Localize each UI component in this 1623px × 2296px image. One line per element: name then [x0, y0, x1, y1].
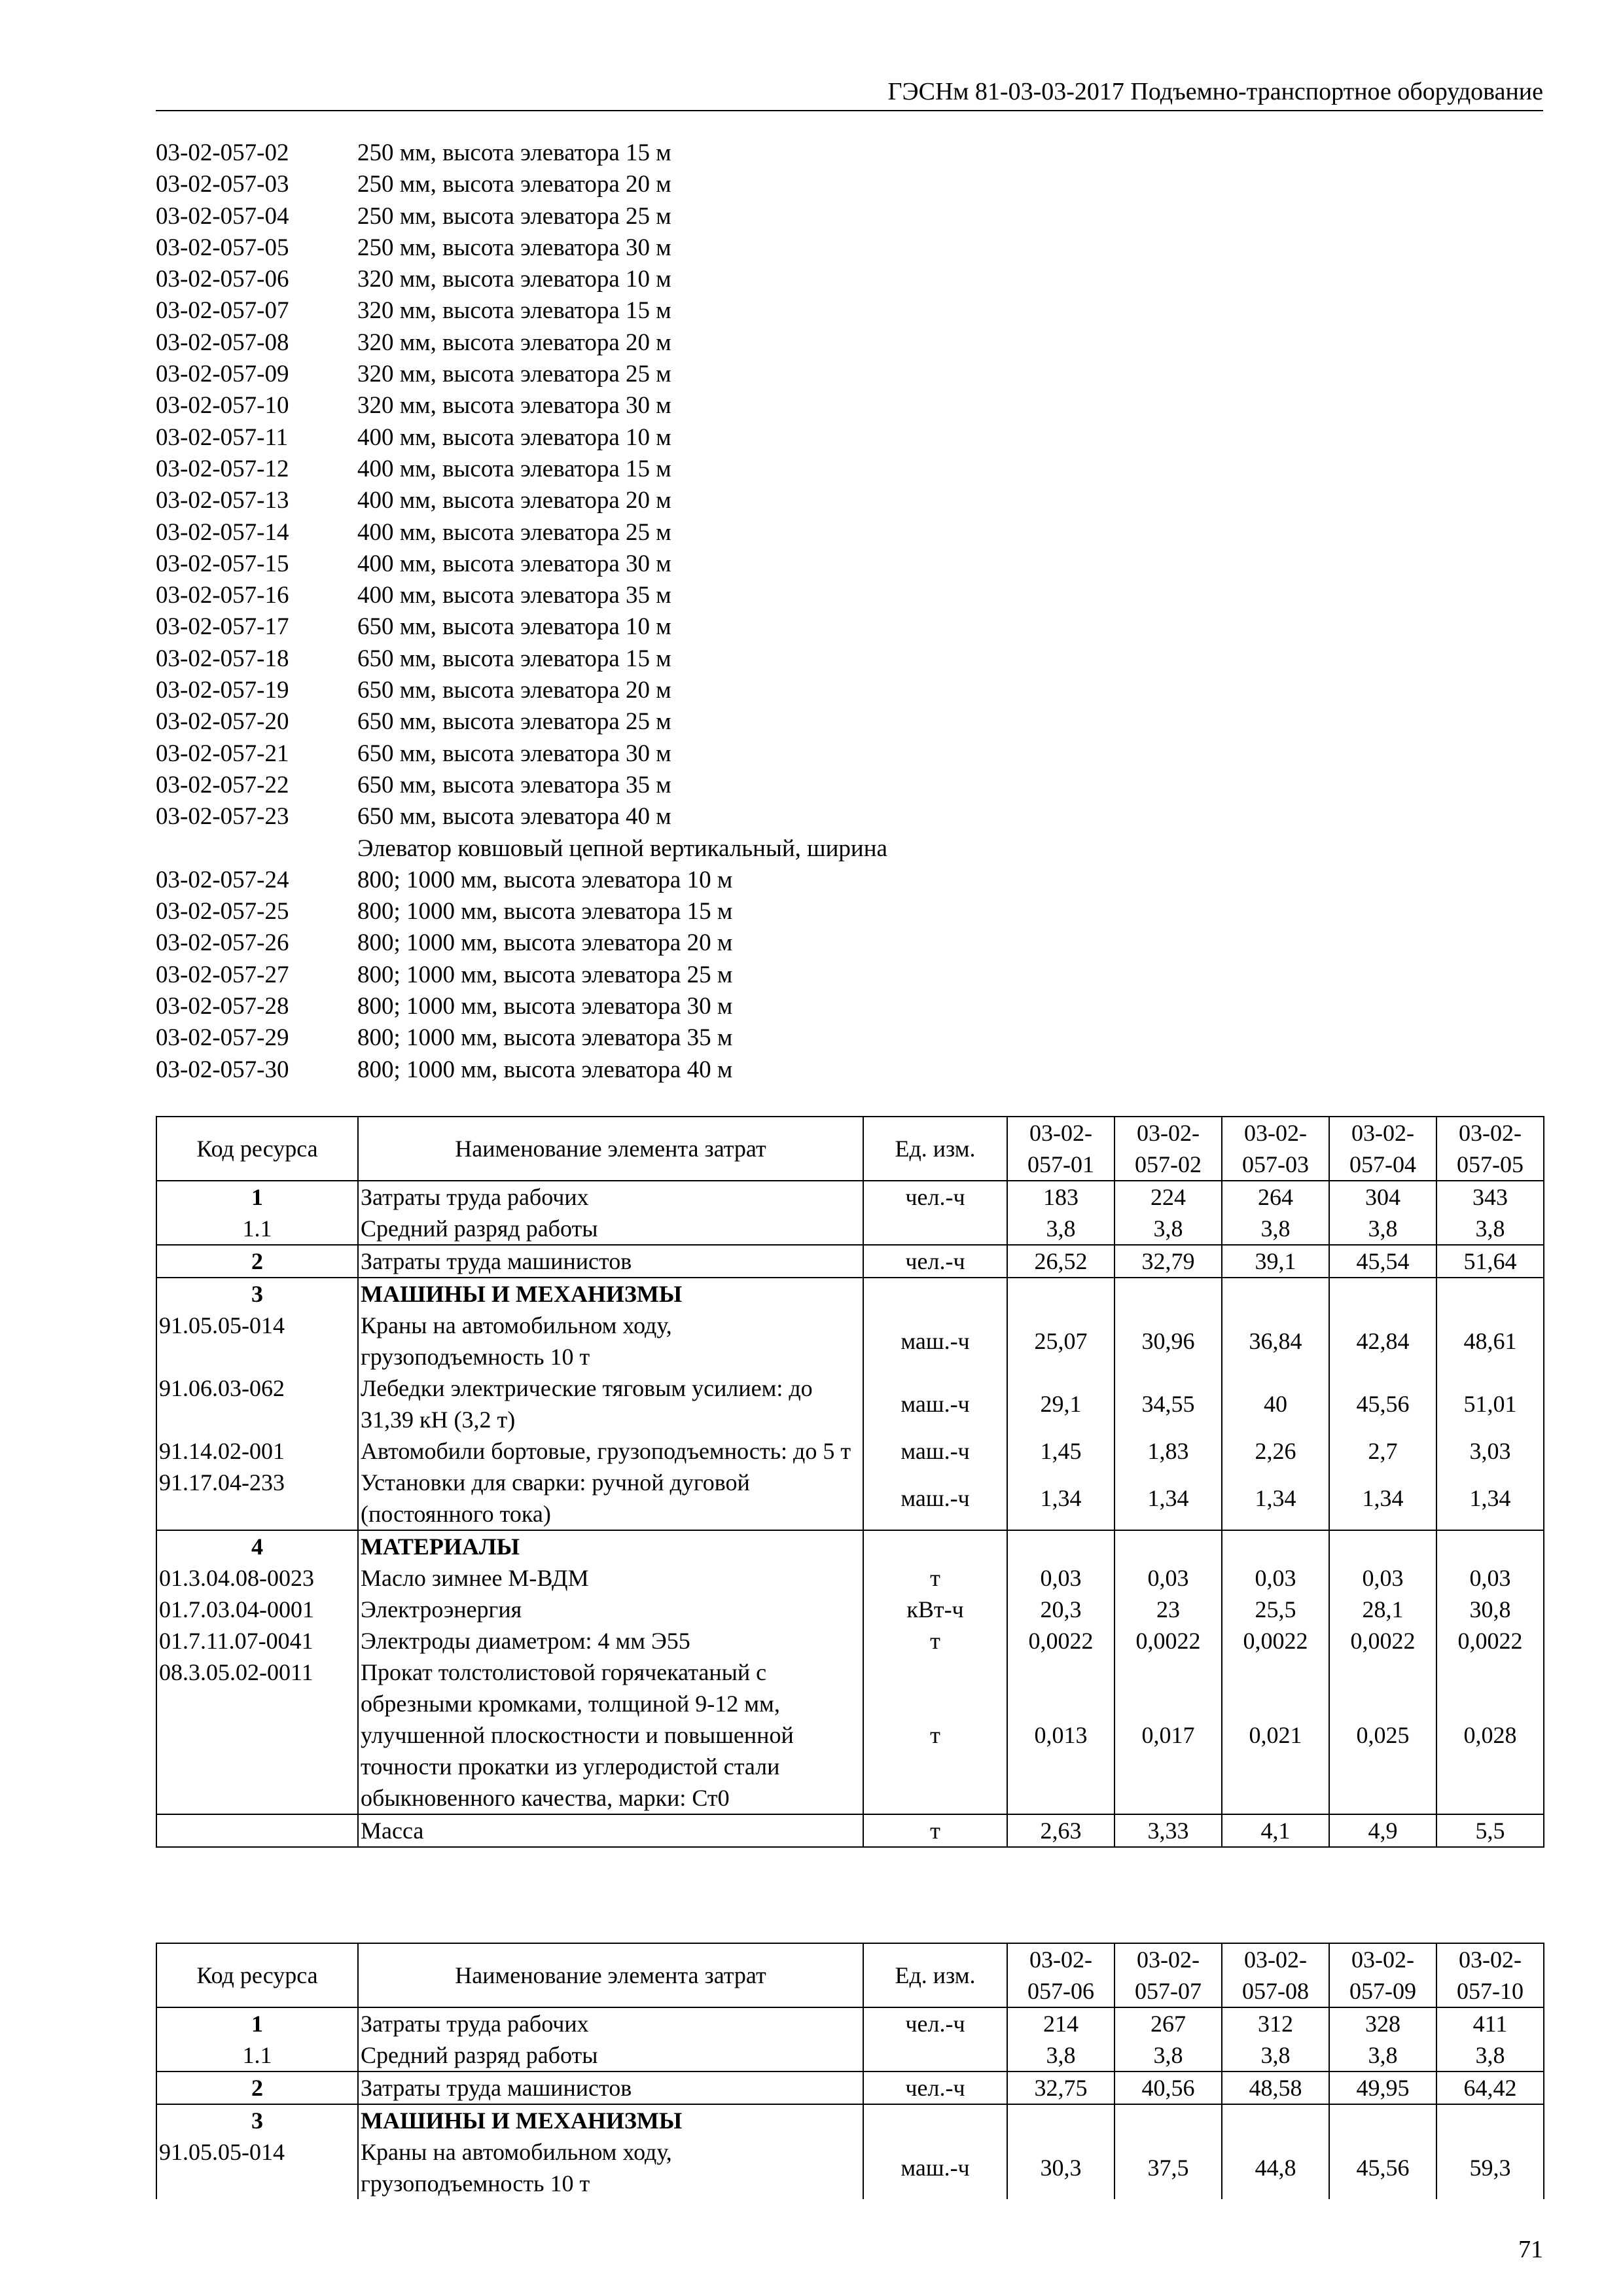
resource-name: Прокат толстолистовой горячекатаный с обрезными кромками, толщиной 9-12 мм, улучшенной плоскостности и повышенной точности прокатки из углеродистой стали обыкновенного качества, марки: Ст0 [358, 1657, 863, 1814]
resource-code [156, 1814, 358, 1847]
resource-value: 29,1 [1007, 1372, 1115, 1435]
item-description: 650 мм, высота элеватора 35 м [357, 771, 671, 798]
resource-unit: маш.-ч [863, 1435, 1007, 1467]
resource-value: 0,021 [1222, 1657, 1329, 1814]
resource-value: 0,028 [1436, 1657, 1544, 1814]
table-row [156, 1530, 1544, 1562]
resource-value: 304 [1329, 1181, 1436, 1213]
resource-value: 48,58 [1222, 2072, 1329, 2104]
resource-code: 01.7.11.07-0041 [156, 1625, 358, 1657]
resource-name: Затраты труда машинистов [358, 1245, 863, 1278]
resource-code: 91.05.05-014 [156, 1310, 358, 1372]
item-code: 03-02-057-19 [156, 677, 289, 704]
item-description: 650 мм, высота элеватора 40 м [357, 803, 671, 831]
item-code: 03-02-057-16 [156, 582, 289, 609]
item-code: 03-02-057-25 [156, 898, 289, 925]
code-list-item [156, 201, 887, 232]
code-list-item [156, 865, 887, 896]
resource-value: 264 [1222, 1181, 1329, 1213]
item-code: 03-02-057-11 [156, 423, 289, 451]
resource-value [1222, 1278, 1329, 1310]
resource-value: 45,56 [1329, 1372, 1436, 1435]
item-description: 800; 1000 мм, высота элеватора 35 м [357, 1024, 733, 1052]
resource-value: 64,42 [1436, 2072, 1544, 2104]
item-code: 03-02-057-03 [156, 171, 289, 198]
resource-code: 01.3.04.08-0023 [156, 1562, 358, 1594]
resource-value: 2,7 [1329, 1435, 1436, 1467]
code-list-item [156, 738, 887, 770]
resource-value [1115, 2104, 1222, 2136]
resource-value: 0,025 [1329, 1657, 1436, 1814]
resource-value: 224 [1115, 1181, 1222, 1213]
resource-unit: маш.-ч [863, 1467, 1007, 1530]
resource-value: 3,8 [1115, 1213, 1222, 1245]
resource-code: 1.1 [156, 1213, 358, 1245]
header-rate-code: 03-02- 057-07 [1115, 1943, 1222, 2007]
resource-value: 1,83 [1115, 1435, 1222, 1467]
code-list-item [156, 960, 887, 991]
table-row [156, 1372, 1544, 1435]
item-description: 800; 1000 мм, высота элеватора 20 м [357, 929, 733, 957]
item-description: 650 мм, высота элеватора 25 м [357, 708, 671, 736]
item-description: 800; 1000 мм, высота элеватора 40 м [357, 1056, 733, 1083]
resource-name: Масло зимнее М-ВДМ [358, 1562, 863, 1594]
resource-value: 0,03 [1007, 1562, 1115, 1594]
header-unit: Ед. изм. [863, 1117, 1007, 1181]
resource-value: 59,3 [1436, 2136, 1544, 2199]
resource-name: Автомобили бортовые, грузоподъемность: до 5 т [358, 1435, 863, 1467]
table-row [156, 1213, 1544, 1245]
header-name: Наименование элемента затрат [358, 1117, 863, 1181]
item-code: 03-02-057-04 [156, 202, 289, 230]
resource-value: 3,8 [1115, 2039, 1222, 2072]
resource-value: 328 [1329, 2007, 1436, 2039]
table-row [156, 1594, 1544, 1625]
item-description: 650 мм, высота элеватора 10 м [357, 613, 671, 641]
resource-value: 343 [1436, 1181, 1544, 1213]
table-row [156, 1245, 1544, 1278]
item-description: 320 мм, высота элеватора 20 м [357, 329, 671, 356]
header-rate-code: 03-02- 057-05 [1436, 1117, 1544, 1181]
item-description: 400 мм, высота элеватора 20 м [357, 487, 671, 514]
resource-value [1007, 2104, 1115, 2136]
header-rate-code: 03-02- 057-02 [1115, 1117, 1222, 1181]
code-list-item [156, 770, 887, 801]
resource-unit [863, 2104, 1007, 2136]
resource-value: 45,56 [1329, 2136, 1436, 2199]
resource-unit: т [863, 1562, 1007, 1594]
resource-value: 1,34 [1436, 1467, 1544, 1530]
resource-value: 0,017 [1115, 1657, 1222, 1814]
resource-code: 01.7.03.04-0001 [156, 1594, 358, 1625]
header-rate-code: 03-02- 057-06 [1007, 1943, 1115, 2007]
table-row [156, 1657, 1544, 1814]
item-code: 03-02-057-27 [156, 961, 289, 988]
resource-code: 91.06.03-062 [156, 1372, 358, 1435]
resource-table-2 [156, 1943, 1544, 2199]
code-list-item [156, 359, 887, 390]
resource-value: 30,3 [1007, 2136, 1115, 2199]
item-code: 03-02-057-17 [156, 613, 289, 641]
resource-value: 4,9 [1329, 1814, 1436, 1847]
resource-value [1115, 1530, 1222, 1562]
code-list-item [156, 390, 887, 422]
item-code: 03-02-057-21 [156, 740, 289, 767]
code-list-item [156, 833, 887, 865]
resource-value [1007, 1278, 1115, 1310]
resource-name: Масса [358, 1814, 863, 1847]
header-rate-code: 03-02- 057-08 [1222, 1943, 1329, 2007]
resource-value: 51,64 [1436, 1245, 1544, 1278]
resource-value: 3,8 [1436, 1213, 1544, 1245]
resource-value: 3,8 [1222, 1213, 1329, 1245]
item-code: 03-02-057-28 [156, 993, 289, 1020]
item-code: 03-02-057-20 [156, 708, 289, 736]
item-description: 800; 1000 мм, высота элеватора 25 м [357, 961, 733, 988]
code-list-item [156, 485, 887, 516]
header-rate-code: 03-02- 057-09 [1329, 1943, 1436, 2007]
resource-value [1436, 2104, 1544, 2136]
item-code: 03-02-057-07 [156, 297, 289, 325]
item-description: 250 мм, высота элеватора 20 м [357, 171, 671, 198]
item-code: 03-02-057-13 [156, 487, 289, 514]
table-row [156, 1625, 1544, 1657]
resource-value: 0,0022 [1329, 1625, 1436, 1657]
code-list-item [156, 327, 887, 359]
resource-value: 37,5 [1115, 2136, 1222, 2199]
item-code: 03-02-057-30 [156, 1056, 289, 1083]
resource-unit [863, 1278, 1007, 1310]
table-row [156, 2007, 1544, 2039]
resource-unit: маш.-ч [863, 2136, 1007, 2199]
resource-value [1115, 1278, 1222, 1310]
item-code: 03-02-057-15 [156, 550, 289, 577]
resource-value: 26,52 [1007, 1245, 1115, 1278]
code-list-item [156, 580, 887, 611]
item-description: 320 мм, высота элеватора 30 м [357, 392, 671, 420]
resource-value [1222, 1530, 1329, 1562]
table-row [156, 2039, 1544, 2072]
resource-value: 214 [1007, 2007, 1115, 2039]
resource-value: 49,95 [1329, 2072, 1436, 2104]
item-description: Элеватор ковшовый цепной вертикальный, ширина [357, 834, 887, 862]
item-description: 800; 1000 мм, высота элеватора 30 м [357, 993, 733, 1020]
resource-value: 36,84 [1222, 1310, 1329, 1372]
resource-value: 25,07 [1007, 1310, 1115, 1372]
resource-value: 3,33 [1115, 1814, 1222, 1847]
item-description: 320 мм, высота элеватора 25 м [357, 361, 671, 388]
header-code: Код ресурса [156, 1117, 358, 1181]
resource-value [1329, 1530, 1436, 1562]
resource-value: 1,34 [1007, 1467, 1115, 1530]
resource-value: 0,03 [1115, 1562, 1222, 1594]
resource-value: 23 [1115, 1594, 1222, 1625]
code-list-item [156, 169, 887, 200]
table-row [156, 1435, 1544, 1467]
code-list-item [156, 548, 887, 580]
resource-name: МАШИНЫ И МЕХАНИЗМЫ [358, 2104, 863, 2136]
item-description: 800; 1000 мм, высота элеватора 10 м [357, 866, 733, 893]
item-description: 400 мм, высота элеватора 25 м [357, 518, 671, 546]
table-row [156, 1814, 1544, 1847]
resource-code: 4 [156, 1530, 358, 1562]
resource-value: 0,0022 [1007, 1625, 1115, 1657]
resource-name: Краны на автомобильном ходу, грузоподъемность 10 т [358, 1310, 863, 1372]
resource-unit: кВт-ч [863, 1594, 1007, 1625]
item-code: 03-02-057-05 [156, 234, 289, 261]
resource-code: 1 [156, 1181, 358, 1213]
item-code: 03-02-057-08 [156, 329, 289, 356]
resource-value [1329, 2104, 1436, 2136]
table-row [156, 1278, 1544, 1310]
item-description: 250 мм, высота элеватора 30 м [357, 234, 671, 261]
resource-value: 0,013 [1007, 1657, 1115, 1814]
resource-name: Электроды диаметром: 4 мм Э55 [358, 1625, 863, 1657]
resource-value: 1,34 [1329, 1467, 1436, 1530]
item-code: 03-02-057-22 [156, 771, 289, 798]
resource-name: Затраты труда рабочих [358, 2007, 863, 2039]
resource-value: 32,79 [1115, 1245, 1222, 1278]
resource-name: МАТЕРИАЛЫ [358, 1530, 863, 1562]
resource-value: 44,8 [1222, 2136, 1329, 2199]
resource-value: 3,8 [1007, 2039, 1115, 2072]
item-description: 400 мм, высота элеватора 10 м [357, 423, 671, 451]
code-list-item [156, 1054, 887, 1086]
item-code: 03-02-057-09 [156, 361, 289, 388]
resource-value: 39,1 [1222, 1245, 1329, 1278]
item-description: 400 мм, высота элеватора 15 м [357, 455, 671, 482]
resource-value: 45,54 [1329, 1245, 1436, 1278]
resource-code: 2 [156, 1245, 358, 1278]
code-list-item [156, 991, 887, 1022]
item-code: 03-02-057-18 [156, 645, 289, 672]
item-description: 320 мм, высота элеватора 15 м [357, 297, 671, 325]
resource-value: 3,8 [1436, 2039, 1544, 2072]
code-list-item [156, 137, 887, 169]
item-code: 03-02-057-02 [156, 139, 289, 166]
resource-unit: т [863, 1814, 1007, 1847]
resource-value: 3,8 [1329, 1213, 1436, 1245]
table-row [156, 1310, 1544, 1372]
item-code: 03-02-057-24 [156, 866, 289, 893]
item-description: 650 мм, высота элеватора 30 м [357, 740, 671, 767]
resource-code: 3 [156, 1278, 358, 1310]
resource-value: 40,56 [1115, 2072, 1222, 2104]
resource-name: Установки для сварки: ручной дуговой (постоянного тока) [358, 1467, 863, 1530]
page-number: 71 [1518, 2236, 1543, 2263]
resource-value: 3,8 [1007, 1213, 1115, 1245]
resource-value: 25,5 [1222, 1594, 1329, 1625]
resource-name: Краны на автомобильном ходу, грузоподъемность 10 т [358, 2136, 863, 2199]
table-row [156, 2136, 1544, 2199]
resource-value: 0,0022 [1115, 1625, 1222, 1657]
resource-name: Средний разряд работы [358, 1213, 863, 1245]
resource-value: 0,03 [1329, 1562, 1436, 1594]
header-rate-code: 03-02- 057-04 [1329, 1117, 1436, 1181]
table-row [156, 2104, 1544, 2136]
resource-value: 3,8 [1329, 2039, 1436, 2072]
resource-table-1 [156, 1116, 1544, 1848]
resource-value [1329, 1278, 1436, 1310]
code-list-item [156, 422, 887, 454]
resource-code: 91.14.02-001 [156, 1435, 358, 1467]
table-row [156, 2072, 1544, 2104]
resource-value: 0,03 [1436, 1562, 1544, 1594]
resource-unit: маш.-ч [863, 1372, 1007, 1435]
resource-value: 30,96 [1115, 1310, 1222, 1372]
resource-unit: маш.-ч [863, 1310, 1007, 1372]
item-code: 03-02-057-12 [156, 455, 289, 482]
resource-value [1436, 1278, 1544, 1310]
header-unit: Ед. изм. [863, 1943, 1007, 2007]
resource-value: 2,63 [1007, 1814, 1115, 1847]
table-row [156, 1181, 1544, 1213]
resource-name: Электроэнергия [358, 1594, 863, 1625]
resource-value: 4,1 [1222, 1814, 1329, 1847]
resource-value: 51,01 [1436, 1372, 1544, 1435]
header-code: Код ресурса [156, 1943, 358, 2007]
resource-value: 1,34 [1115, 1467, 1222, 1530]
resource-name: Затраты труда рабочих [358, 1181, 863, 1213]
resource-unit: чел.-ч [863, 1181, 1007, 1213]
item-code: 03-02-057-14 [156, 518, 289, 546]
resource-name: МАШИНЫ И МЕХАНИЗМЫ [358, 1278, 863, 1310]
resource-unit: чел.-ч [863, 2007, 1007, 2039]
resource-unit [863, 2039, 1007, 2072]
resource-code: 3 [156, 2104, 358, 2136]
resource-value: 1,45 [1007, 1435, 1115, 1467]
resource-unit [863, 1530, 1007, 1562]
resource-value: 0,03 [1222, 1562, 1329, 1594]
resource-value: 34,55 [1115, 1372, 1222, 1435]
resource-value: 48,61 [1436, 1310, 1544, 1372]
item-description: 650 мм, высота элеватора 20 м [357, 677, 671, 704]
header-name: Наименование элемента затрат [358, 1943, 863, 2007]
resource-name: Затраты труда машинистов [358, 2072, 863, 2104]
code-list-item [156, 801, 887, 833]
item-code: 03-02-057-26 [156, 929, 289, 957]
code-list-item [156, 643, 887, 675]
item-description: 250 мм, высота элеватора 15 м [357, 139, 671, 166]
resource-code: 1 [156, 2007, 358, 2039]
header-rate-code: 03-02- 057-01 [1007, 1117, 1115, 1181]
resource-value: 20,3 [1007, 1594, 1115, 1625]
resource-unit: т [863, 1625, 1007, 1657]
item-code: 03-02-057-23 [156, 803, 289, 831]
item-description: 250 мм, высота элеватора 25 м [357, 202, 671, 230]
item-code: 03-02-057-29 [156, 1024, 289, 1052]
code-list-item [156, 675, 887, 706]
resource-value: 30,8 [1436, 1594, 1544, 1625]
code-list-item [156, 232, 887, 264]
code-list-item [156, 896, 887, 927]
resource-value: 5,5 [1436, 1814, 1544, 1847]
item-description: 650 мм, высота элеватора 15 м [357, 645, 671, 672]
code-list-item [156, 706, 887, 738]
code-list-item [156, 517, 887, 548]
item-description: 400 мм, высота элеватора 35 м [357, 582, 671, 609]
resource-value: 1,34 [1222, 1467, 1329, 1530]
resource-value: 312 [1222, 2007, 1329, 2039]
resource-value [1222, 2104, 1329, 2136]
resource-value: 32,75 [1007, 2072, 1115, 2104]
resource-unit: т [863, 1657, 1007, 1814]
table-header-row [156, 1117, 1544, 1181]
item-description: 400 мм, высота элеватора 30 м [357, 550, 671, 577]
code-list-item [156, 611, 887, 643]
resource-value: 3,03 [1436, 1435, 1544, 1467]
item-code: 03-02-057-10 [156, 392, 289, 420]
resource-unit: чел.-ч [863, 1245, 1007, 1278]
item-code: 03-02-057-06 [156, 266, 289, 293]
table-header-row [156, 1943, 1544, 2007]
code-list-item [156, 927, 887, 959]
resource-unit: чел.-ч [863, 2072, 1007, 2104]
resource-name: Средний разряд работы [358, 2039, 863, 2072]
item-description: 800; 1000 мм, высота элеватора 15 м [357, 898, 733, 925]
resource-code: 2 [156, 2072, 358, 2104]
resource-value: 267 [1115, 2007, 1222, 2039]
resource-code: 08.3.05.02-0011 [156, 1657, 358, 1814]
resource-name: Лебедки электрические тяговым усилием: до 31,39 кН (3,2 т) [358, 1372, 863, 1435]
code-list-item [156, 295, 887, 327]
resource-code: 1.1 [156, 2039, 358, 2072]
code-list-item [156, 264, 887, 295]
resource-value: 0,0022 [1222, 1625, 1329, 1657]
resource-unit [863, 1213, 1007, 1245]
header-rate-code: 03-02- 057-10 [1436, 1943, 1544, 2007]
resource-code: 91.05.05-014 [156, 2136, 358, 2199]
page-header: ГЭСНм 81-03-03-2017 Подъемно-транспортное оборудование [156, 77, 1543, 111]
resource-value: 0,0022 [1436, 1625, 1544, 1657]
resource-value: 42,84 [1329, 1310, 1436, 1372]
resource-value: 40 [1222, 1372, 1329, 1435]
resource-value: 3,8 [1222, 2039, 1329, 2072]
resource-value: 2,26 [1222, 1435, 1329, 1467]
resource-value: 183 [1007, 1181, 1115, 1213]
header-rate-code: 03-02- 057-03 [1222, 1117, 1329, 1181]
item-description: 320 мм, высота элеватора 10 м [357, 266, 671, 293]
resource-value: 28,1 [1329, 1594, 1436, 1625]
code-list-item [156, 1022, 887, 1054]
resource-value: 411 [1436, 2007, 1544, 2039]
table-row [156, 1467, 1544, 1530]
resource-code: 91.17.04-233 [156, 1467, 358, 1530]
resource-value [1436, 1530, 1544, 1562]
code-list-item [156, 454, 887, 485]
resource-value [1007, 1530, 1115, 1562]
code-list [156, 137, 887, 1086]
table-row [156, 1562, 1544, 1594]
